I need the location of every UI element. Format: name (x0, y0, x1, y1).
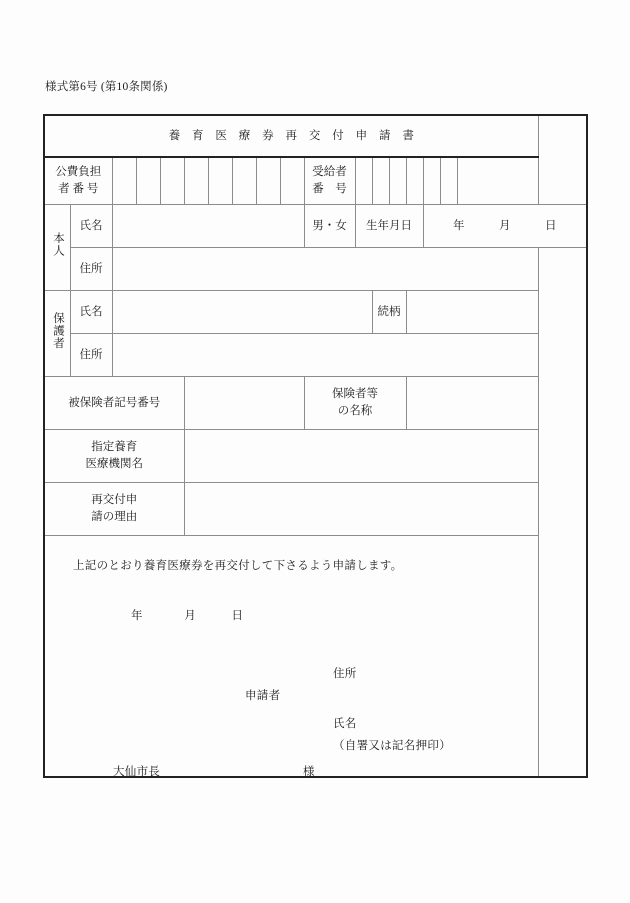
table-row-institution (44, 430, 587, 483)
insurer-label-line2: の名称 (337, 405, 373, 417)
guardian-address-label: 住所 (70, 334, 112, 377)
person-name-label: 氏名 (70, 205, 112, 248)
recipient-digit-cell[interactable] (372, 157, 389, 205)
table-row-reason (44, 483, 587, 536)
institution-input[interactable] (184, 430, 538, 483)
public-expense-label-line1: 公費負担 (55, 166, 102, 179)
institution-label-line2: 医療機関名 (85, 458, 143, 470)
person-rubric-text: 本人 (52, 232, 64, 258)
mayor-label: 大仙市長 (113, 766, 161, 778)
person-rubric (44, 205, 70, 291)
recipient-digit-cell[interactable] (440, 157, 457, 205)
person-address-input[interactable] (112, 248, 538, 291)
statement-block (44, 536, 538, 778)
recipient-digit-cell[interactable] (423, 157, 440, 205)
table-row-numbers (44, 157, 587, 205)
insurer-name-label (304, 377, 406, 430)
recipient-digit-cell[interactable] (389, 157, 406, 205)
public-expense-digit-cell[interactable] (184, 157, 208, 205)
insurer-name-input[interactable] (406, 377, 538, 430)
public-expense-digit-cell[interactable] (208, 157, 232, 205)
statement-text: 上記のとおり養育医療券を再交付して下さるよう申請します。 (73, 560, 403, 572)
guardian-relation-input[interactable] (406, 291, 538, 334)
recipient-digit-cell[interactable] (406, 157, 423, 205)
guardian-rubric-text: 保護者 (52, 311, 64, 350)
person-name-input[interactable] (112, 205, 304, 248)
public-expense-digit-cell[interactable] (136, 157, 160, 205)
date-year-label: 年 (131, 610, 143, 622)
date-month-label: 月 (184, 610, 196, 622)
recipient-label-line2: 番 号 (312, 183, 347, 195)
guardian-rubric (44, 291, 70, 377)
recipient-digit-cell[interactable] (457, 157, 538, 205)
applicant-label: 申請者 (245, 690, 281, 702)
guardian-name-label: 氏名 (70, 291, 112, 334)
public-expense-label-line2: 者 番 号 (58, 183, 99, 195)
statement-date-line[interactable] (131, 608, 243, 625)
public-expense-digit-cell[interactable] (256, 157, 280, 205)
date-day-label: 日 (231, 610, 243, 622)
person-sex-label[interactable]: 男・女 (304, 205, 355, 248)
reason-label-line2: 請の理由 (91, 511, 138, 523)
person-address-label: 住所 (70, 248, 112, 291)
table-row-guardian-address (44, 334, 587, 377)
table-row-statement (44, 536, 587, 778)
guardian-relation-label: 続柄 (372, 291, 406, 334)
form-number-label: 様式第6号 (第10条関係) (45, 81, 168, 93)
table-row-title (44, 115, 587, 157)
insurer-label-line1: 保険者等 (332, 388, 378, 401)
insured-number-label: 被保険者記号番号 (44, 377, 184, 430)
table-row-person-name (44, 205, 587, 248)
public-expense-digit-cell[interactable] (232, 157, 256, 205)
person-birth-value[interactable]: 年 月 日 (423, 205, 587, 248)
reason-label (44, 483, 184, 536)
insured-number-input[interactable] (184, 377, 304, 430)
public-expense-digit-cell[interactable] (280, 157, 304, 205)
table-row-insurance (44, 377, 587, 430)
reason-input[interactable] (184, 483, 538, 536)
table-row-guardian-name (44, 291, 587, 334)
institution-label-line1: 指定養育 (91, 441, 138, 454)
applicant-name-label: 氏名 (333, 718, 357, 730)
application-form-table (43, 114, 588, 778)
guardian-name-input[interactable] (112, 291, 372, 334)
applicant-address-label: 住所 (333, 668, 357, 680)
reason-label-line1: 再交付申 (91, 494, 138, 507)
honorific-label: 様 (303, 766, 315, 778)
table-row-person-address (44, 248, 587, 291)
public-expense-digit-cell[interactable] (160, 157, 184, 205)
public-expense-number-label (44, 157, 112, 205)
person-birth-label: 生年月日 (355, 205, 423, 248)
institution-label (44, 430, 184, 483)
recipient-number-label (304, 157, 355, 205)
recipient-label-line1: 受給者 (312, 166, 347, 179)
recipient-digit-cell[interactable] (355, 157, 372, 205)
form-title: 養 育 医 療 券 再 交 付 申 請 書 (44, 115, 538, 157)
seal-note: （自署又は記名押印） (333, 740, 451, 752)
public-expense-digit-cell[interactable] (112, 157, 136, 205)
guardian-address-input[interactable] (112, 334, 538, 377)
